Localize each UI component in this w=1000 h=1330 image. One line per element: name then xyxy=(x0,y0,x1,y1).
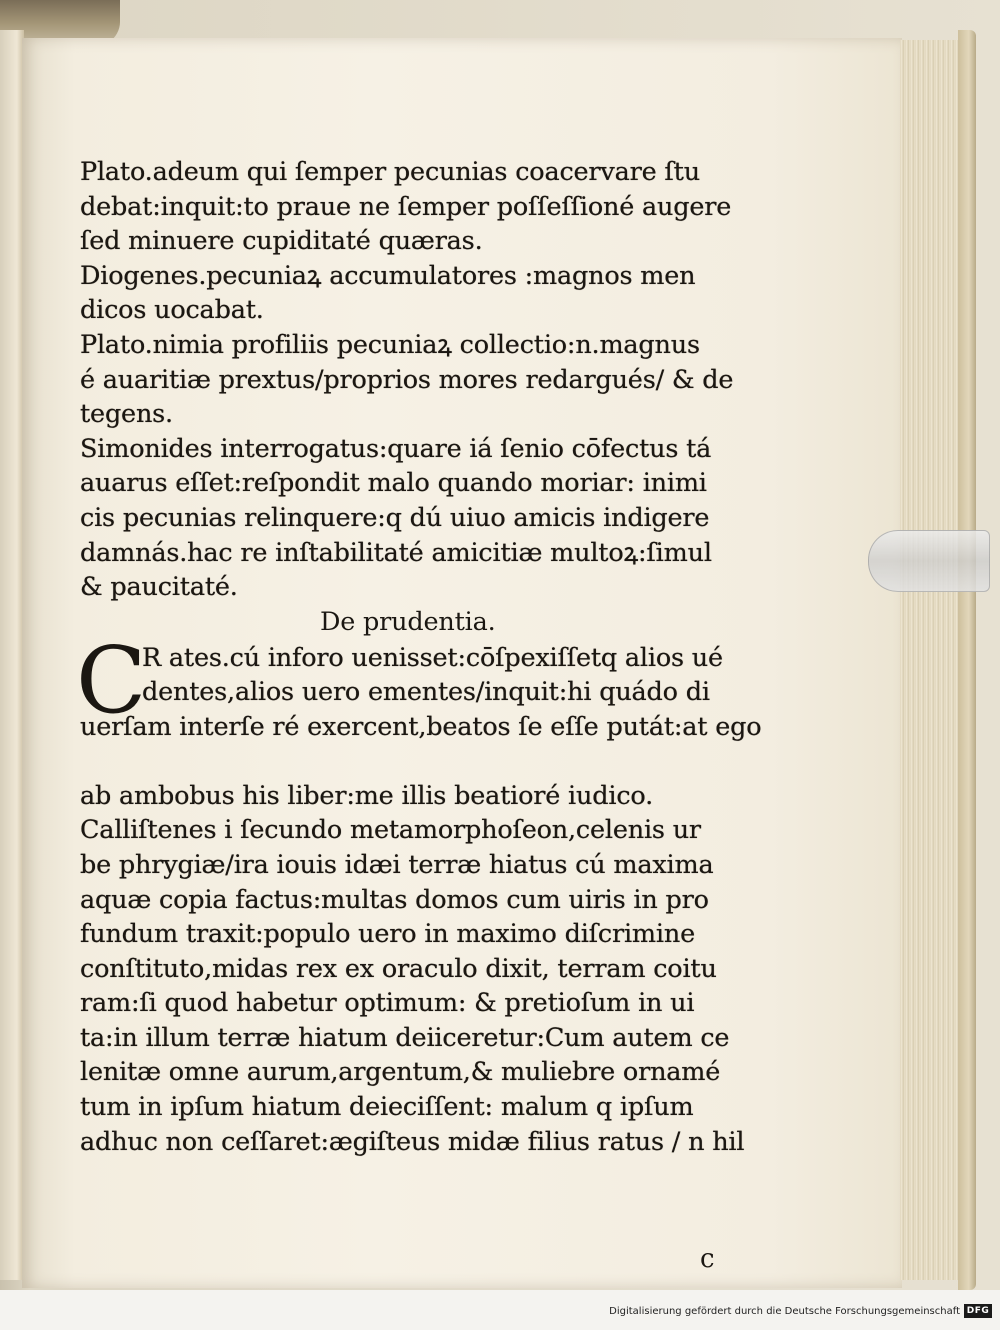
book-cover-edge xyxy=(958,30,976,1290)
text-line: auarus eſſet:reſpondit malo quando moriar: inimi xyxy=(80,468,707,499)
text-line: Calliſtenes i ſecundo metamorphoſeon,celenis ur xyxy=(80,815,701,846)
text-line: lenitæ omne aurum,argentum,& muliebre ornamé xyxy=(80,1057,721,1088)
text-line: ram:ſi quod habetur optimum: & pretioſum in ui xyxy=(80,988,695,1019)
paragraphs-bottom xyxy=(80,779,770,1160)
text-line: adhuc non ceſſaret:ægiſteus midæ filius ratus / n hil xyxy=(80,1126,745,1157)
crates-paragraph xyxy=(76,626,770,779)
text-line: damnás.hac re inſtabilitaté amicitiæ multoꝝ:ſimul xyxy=(80,537,712,568)
verso-page-edge xyxy=(0,30,24,1280)
text-line: uerſam interſe ré exercent,beatos ſe eſſe putát:at ego xyxy=(80,711,762,742)
text-line: be phrygiæ/ira iouis idæi terræ hiatus cú maxima xyxy=(80,849,714,880)
text-line: Plato.adeum qui ſemper pecunias coacervare ſtu xyxy=(80,157,700,187)
text-line: dicos uocabat. xyxy=(80,295,264,326)
text-line: Plato.nimia profiliis pecuniaꝝ collectio:n.magnus xyxy=(80,329,700,360)
text-line: é auaritiæ prextus/proprios mores redargués/ & de xyxy=(80,364,734,395)
text-line: conſtituto,midas rex ex oraculo dixit, terram coitu xyxy=(80,953,717,984)
text-line: fundum traxit:populo uero in maximo diſcrimine xyxy=(80,919,695,950)
text-line: aquæ copia factus:multas domos cum uiris in pro xyxy=(80,884,709,915)
text-line: debat:inquit:to praue ne ſemper poſſeſſioné augere xyxy=(80,191,732,222)
signature-mark: c xyxy=(700,1244,715,1274)
text-line: & paucitaté. xyxy=(80,572,238,603)
drop-cap: C xyxy=(76,626,147,734)
text-line: tum in ipſum hiatum deieciſſent: malum q ipſum xyxy=(80,1092,694,1123)
section-heading: De prudentia. xyxy=(320,606,496,637)
page-fore-edge xyxy=(900,40,962,1280)
paragraphs-top xyxy=(80,155,770,605)
text-line: Simonides interrogatus:quare iá ſenio cōfectus tá xyxy=(80,433,712,464)
text-line: ta:in illum terræ hiatum deiiceretur:Cum autem ce xyxy=(80,1022,730,1053)
text-line: dentes,alios uero ementes/inquit:hi quádo di xyxy=(142,677,710,708)
page-clip xyxy=(868,530,990,592)
digitization-credit: Digitalisierung gefördert durch die Deutsche Forschungsgemeinschaft xyxy=(609,1306,960,1317)
text-line: ſed minuere cupiditaté quæras. xyxy=(80,226,483,257)
text-line: tegens. xyxy=(80,399,173,430)
text-line: cis pecunias relinquere:q dú uiuo amicis indigere xyxy=(80,502,710,533)
text-line: ab ambobus his liber:me illis beatioré iudico. xyxy=(80,780,654,811)
text-block xyxy=(76,155,770,1159)
dfg-logo: DFG xyxy=(964,1304,992,1318)
text-line: R ates.cú inforo uenisset:cōſpexiſſetq alios ué xyxy=(142,642,723,673)
text-line: Diogenes.pecuniaꝝ accumulatores :magnos men xyxy=(80,260,696,291)
